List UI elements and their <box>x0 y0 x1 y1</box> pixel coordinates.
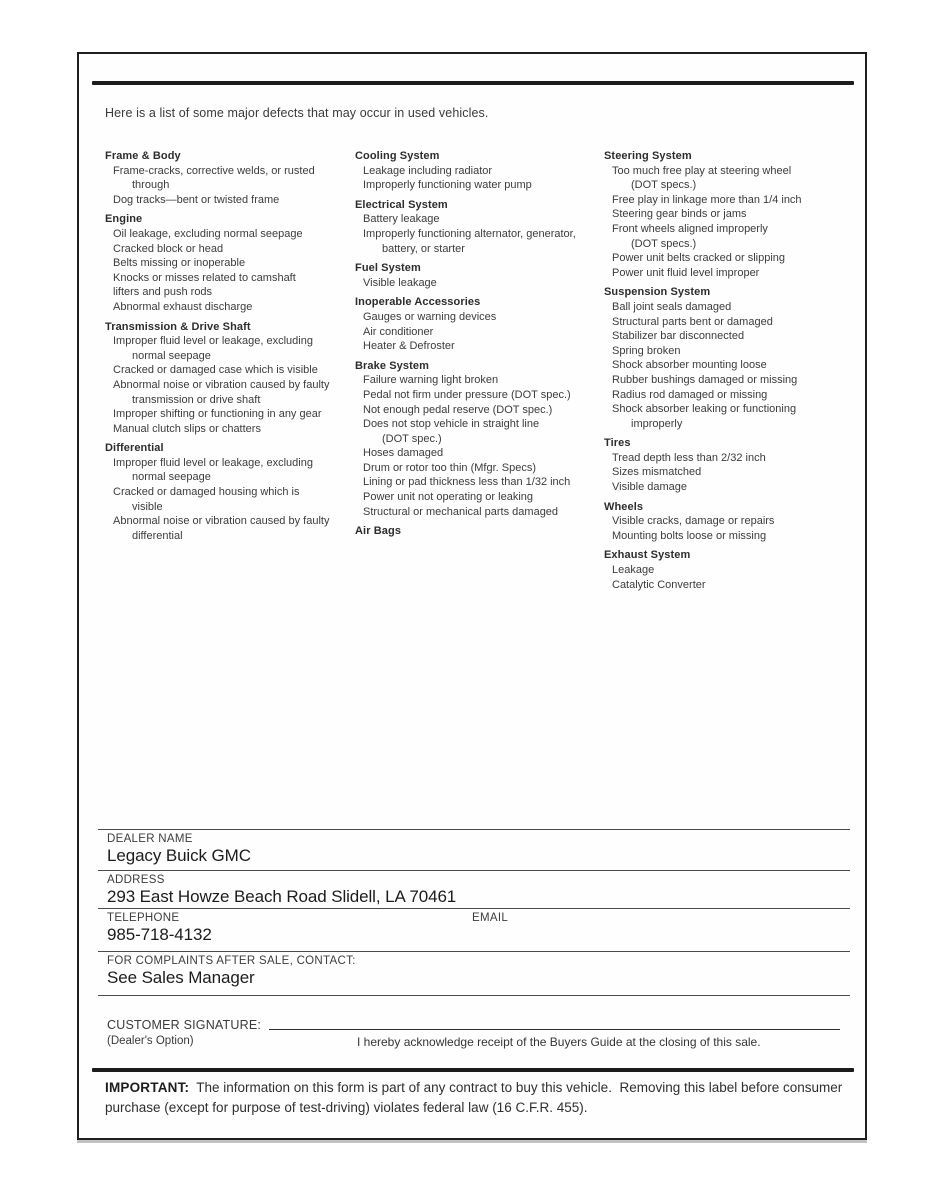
defect-line: Lining or pad thickness less than 1/32 inch <box>363 476 571 489</box>
defect-line: Front wheels aligned improperly <box>612 222 768 235</box>
defect-line: Knocks or misses related to camshaft <box>113 271 296 284</box>
defect-section <box>604 149 844 280</box>
field-label: ADDRESS <box>107 874 165 886</box>
field-row-telephone-email <box>98 908 850 945</box>
defect-line: Shock absorber leaking or functioning <box>612 403 797 416</box>
defect-line: Power unit not operating or leaking <box>363 491 533 504</box>
defect-line: Improper fluid level or leakage, excluding <box>113 456 313 469</box>
field-value: 985-718-4132 <box>107 925 212 944</box>
defect-line: Mounting bolts loose or missing <box>612 529 767 542</box>
section-heading: Transmission & Drive Shaft <box>105 320 251 333</box>
customer-signature-block <box>107 1017 840 1051</box>
defect-section <box>604 548 844 592</box>
field-row-address <box>98 870 850 907</box>
important-text: The information on this form is part of any contract to buy this vehicle. Removing this label before consumer purchase (except for purpose of test-driving) violates federal law (16 C.F.R. 455). <box>105 1080 847 1115</box>
defect-line: Catalytic Converter <box>612 578 706 591</box>
defect-line: Leakage including radiator <box>363 164 493 177</box>
dealers-option-note: (Dealer's Option) <box>107 1035 194 1047</box>
defect-line: Improper fluid level or leakage, excluding <box>113 335 313 348</box>
defect-section <box>355 261 604 290</box>
section-heading: Cooling System <box>355 150 440 162</box>
section-heading: Wheels <box>604 500 644 513</box>
field-label: TELEPHONE <box>107 912 180 924</box>
field-label: DEALER NAME <box>107 833 193 845</box>
defect-line: Rubber bushings damaged or missing <box>612 373 798 386</box>
defect-line: Belts missing or inoperable <box>113 257 246 270</box>
defect-line: Cracked block or head <box>113 242 224 255</box>
defect-line: Oil leakage, excluding normal seepage <box>113 227 303 240</box>
important-notice <box>105 1078 853 1118</box>
defect-section <box>355 295 604 353</box>
defect-line: normal seepage <box>132 471 211 484</box>
defect-line: Shock absorber mounting loose <box>612 359 767 372</box>
defect-section <box>604 285 844 431</box>
defects-column <box>604 149 844 592</box>
section-heading: Engine <box>105 213 143 226</box>
defect-line: Cracked or damaged case which is visible <box>113 364 318 377</box>
defect-line: Ball joint seals damaged <box>612 300 732 313</box>
important-label: IMPORTANT: <box>105 1080 190 1095</box>
defect-line: Leakage <box>612 564 655 577</box>
defect-line: Abnormal exhaust discharge <box>113 300 253 313</box>
separator-rule <box>92 1068 854 1072</box>
defect-line: battery, or starter <box>382 242 465 255</box>
section-heading: Steering System <box>604 150 692 162</box>
defect-line: Stabilizer bar disconnected <box>612 330 745 343</box>
defect-line: Visible damage <box>612 481 688 494</box>
defect-line: Manual clutch slips or chatters <box>113 422 261 435</box>
defect-section <box>355 524 604 539</box>
section-heading: Electrical System <box>355 198 448 211</box>
field-label: EMAIL <box>472 912 509 924</box>
defect-line: Drum or rotor too thin (Mfgr. Specs) <box>363 461 536 474</box>
field-value: Legacy Buick GMC <box>107 846 251 865</box>
defect-line: Visible cracks, damage or repairs <box>612 515 775 528</box>
defect-line: (DOT specs.) <box>631 179 697 192</box>
defect-line: Failure warning light broken <box>363 374 499 387</box>
signature-line <box>269 1017 840 1030</box>
defect-line: normal seepage <box>132 349 211 362</box>
defect-line: differential <box>132 529 183 542</box>
defect-line: Sizes mismatched <box>612 466 702 479</box>
defect-line: Visible leakage <box>363 276 437 289</box>
defect-section <box>355 149 604 193</box>
defect-section <box>355 359 604 520</box>
section-heading: Air Bags <box>355 525 402 538</box>
defect-line: Does not stop vehicle in straight line <box>363 418 540 431</box>
defects-columns <box>105 149 857 592</box>
defect-line: Not enough pedal reserve (DOT spec.) <box>363 403 553 416</box>
defect-line: through <box>132 179 170 192</box>
section-heading: Suspension System <box>604 286 711 299</box>
defect-section <box>105 149 355 207</box>
defects-column <box>355 149 604 539</box>
defect-line: Improperly functioning alternator, generator, <box>363 227 576 240</box>
defect-section <box>105 441 355 543</box>
intro-text: Here is a list of some major defects that may occur in used vehicles. <box>105 106 489 120</box>
defect-line: Abnormal noise or vibration caused by faulty <box>113 378 330 391</box>
defect-line: Tread depth less than 2/32 inch <box>612 451 766 464</box>
defect-line: Spring broken <box>612 344 681 357</box>
field-line <box>98 995 850 996</box>
defect-section <box>604 436 844 494</box>
field-value: 293 East Howze Beach Road Slidell, LA 70461 <box>107 887 457 906</box>
defect-line: Air conditioner <box>363 325 434 338</box>
defect-line: Power unit fluid level improper <box>612 266 760 279</box>
defect-section <box>604 500 844 544</box>
field-row-dealer-name <box>98 829 850 866</box>
section-heading: Differential <box>105 442 164 455</box>
defect-line: Free play in linkage more than 1/4 inch <box>612 193 802 206</box>
section-heading: Tires <box>604 437 631 450</box>
field-row-complaints-contact <box>98 951 850 988</box>
defect-section <box>355 198 604 256</box>
section-heading: Exhaust System <box>604 549 691 562</box>
defect-line: Structural or mechanical parts damaged <box>363 505 559 518</box>
defect-line: Dog tracks—bent or twisted frame <box>113 193 280 206</box>
field-label: FOR COMPLAINTS AFTER SALE, CONTACT: <box>107 955 356 967</box>
defect-section <box>105 320 355 437</box>
defect-line: Abnormal noise or vibration caused by faulty <box>113 515 330 528</box>
defect-line: Steering gear binds or jams <box>612 208 747 221</box>
section-heading: Brake System <box>355 359 429 372</box>
section-heading: Frame & Body <box>105 150 181 162</box>
defect-line: Cracked or damaged housing which is <box>113 486 300 499</box>
defect-line: Structural parts bent or damaged <box>612 315 773 328</box>
defect-line: Power unit belts cracked or slipping <box>612 252 786 265</box>
defect-line: Battery leakage <box>363 213 440 226</box>
defect-line: Gauges or warning devices <box>363 310 497 323</box>
defect-line: improperly <box>631 417 683 430</box>
defect-line: (DOT spec.) <box>382 432 442 445</box>
defect-line: Improperly functioning water pump <box>363 179 532 192</box>
field-value: See Sales Manager <box>107 968 255 987</box>
defect-line: Pedal not firm under pressure (DOT spec.) <box>363 388 571 401</box>
defect-section <box>105 212 355 314</box>
defect-line: (DOT specs.) <box>631 237 697 250</box>
defect-line: visible <box>132 500 163 513</box>
defect-line: Heater & Defroster <box>363 340 455 353</box>
defect-line: lifters and push rods <box>113 286 213 299</box>
defect-line: transmission or drive shaft <box>132 393 261 406</box>
section-heading: Inoperable Accessories <box>355 296 481 309</box>
section-heading: Fuel System <box>355 262 421 275</box>
defect-line: Hoses damaged <box>363 447 444 460</box>
customer-signature-label: CUSTOMER SIGNATURE: <box>107 1018 262 1032</box>
defect-line: Frame-cracks, corrective welds, or rusted <box>113 164 315 177</box>
defects-column <box>105 149 355 543</box>
buyers-guide-back-panel <box>77 52 867 1140</box>
defect-line: Improper shifting or functioning in any gear <box>113 408 322 421</box>
acknowledgment-text: I hereby acknowledge receipt of the Buyers Guide at the closing of this sale. <box>357 1035 761 1049</box>
defect-line: Radius rod damaged or missing <box>612 388 768 401</box>
top-rule <box>92 81 854 85</box>
defect-line: Too much free play at steering wheel <box>612 164 792 177</box>
